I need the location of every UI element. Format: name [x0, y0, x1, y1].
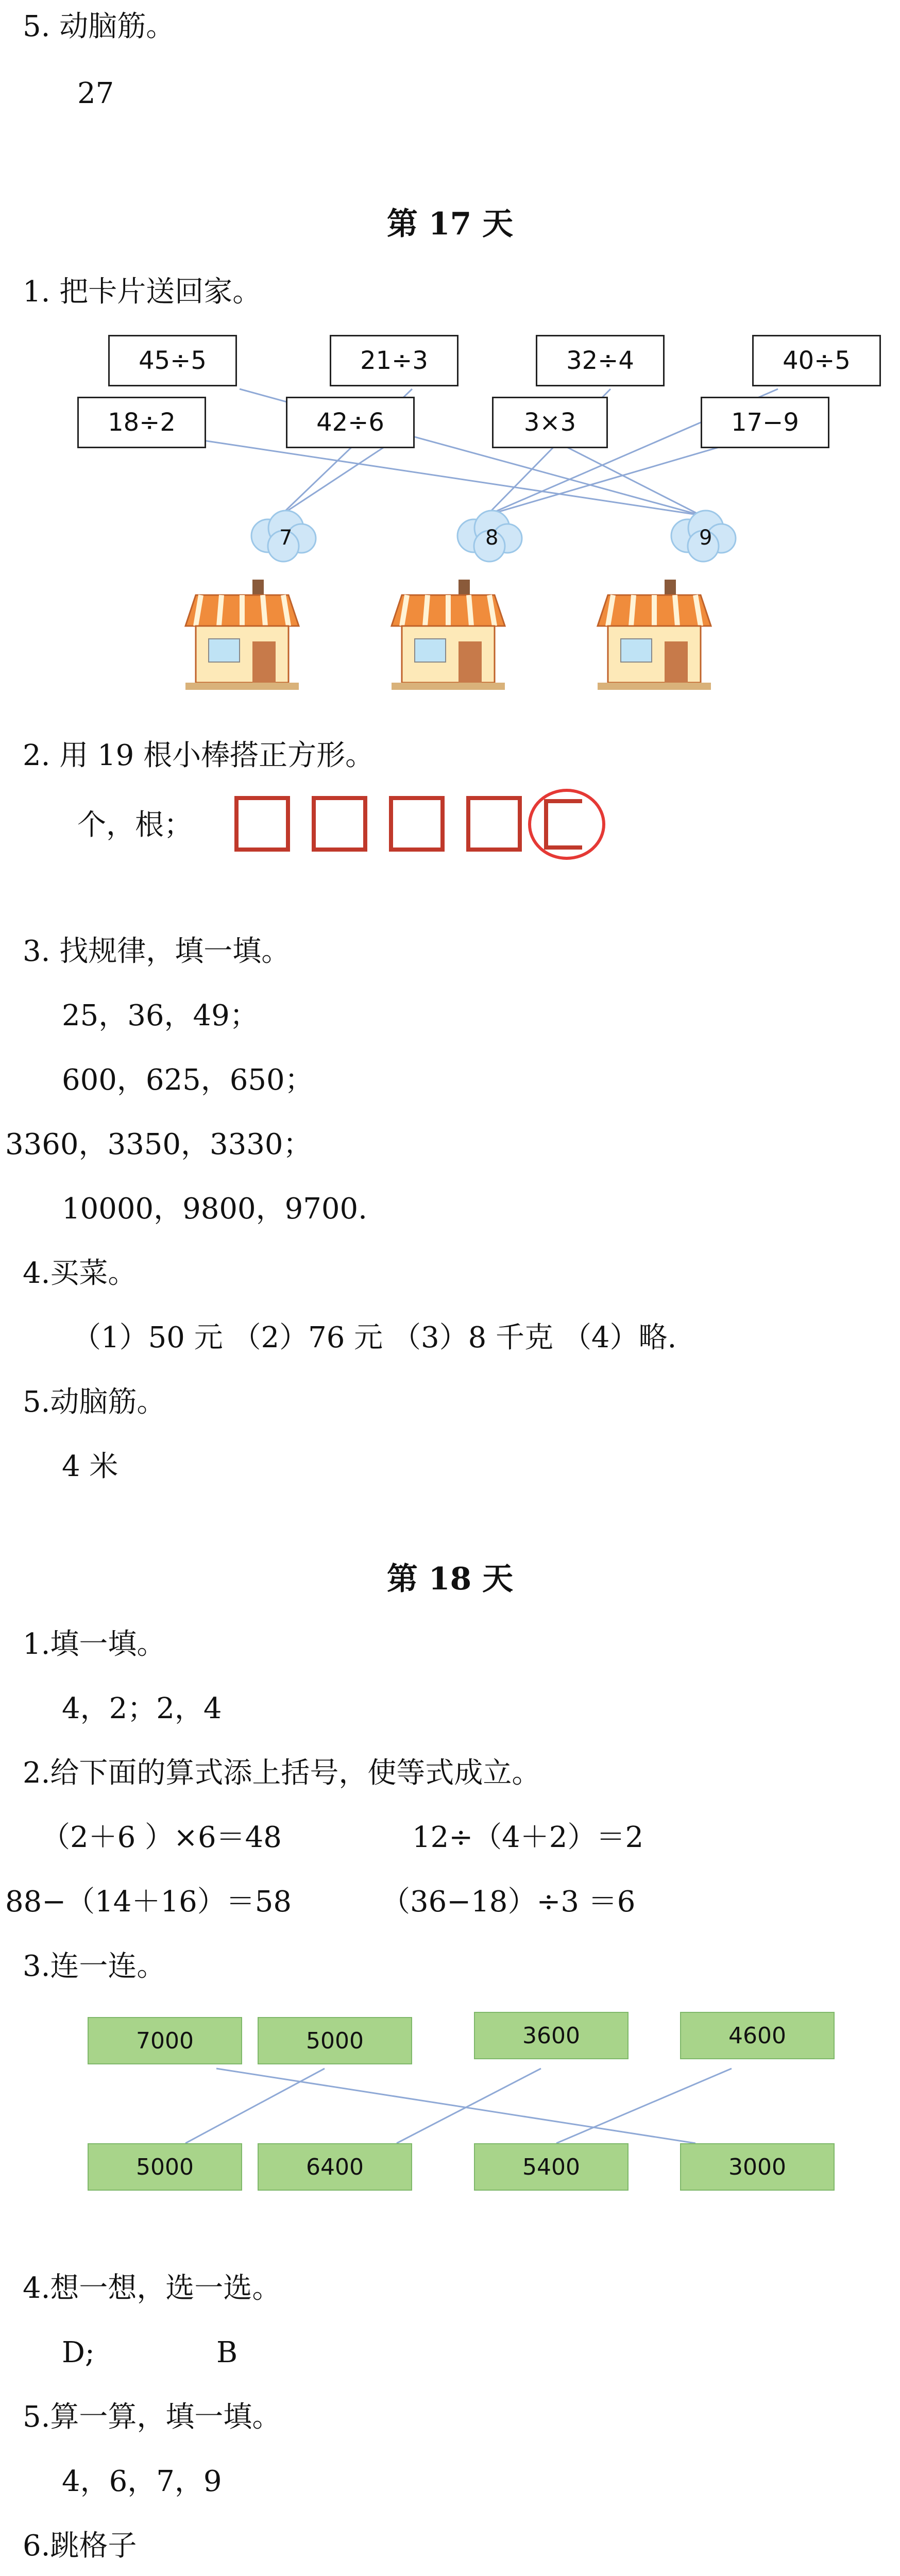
day18-q5-answer: 4，6，7，9	[62, 2465, 222, 2498]
day18-q3-title: 3.连一连。	[23, 1950, 166, 1983]
day18-q6-title: 6.跳格子	[23, 2529, 137, 2563]
day17-q5-answer: 4 米	[62, 1450, 118, 1483]
house-icon	[175, 577, 309, 696]
day18-q4-title: 4.想一想，选一选。	[23, 2272, 281, 2305]
line-17minus9-to-8	[487, 440, 742, 515]
stick-square-3	[389, 796, 445, 852]
cloud-number-2: 8	[485, 526, 499, 550]
day17-q2-answer: 个，根；	[77, 808, 193, 842]
day17-q3-line-1: 25，36，49；	[62, 999, 259, 1032]
match-box-top-1[interactable]: 7000	[88, 2017, 242, 2064]
card-top-2[interactable]: 21÷3	[330, 335, 459, 386]
card-bottom-1[interactable]: 18÷2	[77, 397, 206, 448]
day17-q1-title: 1. 把卡片送回家。	[23, 275, 262, 309]
line-3600-to-6400	[397, 2069, 541, 2143]
stick-square-4	[466, 796, 522, 852]
match-box-bottom-2[interactable]: 6400	[258, 2143, 412, 2191]
day18-q4-answer-b: B	[216, 2336, 238, 2369]
day18-q1-title: 1.填一填。	[23, 1628, 166, 1661]
cloud-icon	[242, 505, 325, 567]
card-top-1[interactable]: 45÷5	[108, 335, 237, 386]
day18-q2-line1b: 12÷（4＋2）＝2	[412, 1821, 644, 1854]
day17-heading: 第 17 天	[386, 206, 514, 242]
card-top-3[interactable]: 32÷4	[536, 335, 665, 386]
day17-q3-line-2: 600，625，650；	[62, 1063, 314, 1097]
day17-q3-line-4: 10000，9800，9700.	[62, 1192, 367, 1226]
match-box-bottom-4[interactable]: 3000	[680, 2143, 835, 2191]
match-box-bottom-1[interactable]: 5000	[88, 2143, 242, 2191]
partial-square-circled	[525, 783, 629, 866]
day18-q1-answer: 4，2；2，4	[62, 1692, 222, 1725]
card-bottom-3[interactable]: 3×3	[492, 397, 608, 448]
house-icon	[587, 577, 721, 696]
day17-q2-title: 2. 用 19 根小棒搭正方形。	[23, 739, 375, 772]
stick-square-2	[312, 796, 367, 852]
day18-heading: 第 18 天	[386, 1561, 514, 1597]
card-bottom-2[interactable]: 42÷6	[286, 397, 415, 448]
q5-title-prev: 5. 动脑筋。	[23, 10, 175, 43]
day17-q4-title: 4.买菜。	[23, 1257, 137, 1290]
card-bottom-4[interactable]: 17−9	[701, 397, 829, 448]
day18-q4-answer-a: D;	[62, 2336, 95, 2369]
day17-q5-title: 5.动脑筋。	[23, 1385, 166, 1419]
match-box-top-4[interactable]: 4600	[680, 2012, 835, 2059]
day18-q2-line1a: （2＋6 ）×6＝48	[41, 1821, 282, 1854]
day17-q4-answer: （1）50 元 （2）76 元 （3）8 千克 （4）略.	[72, 1321, 677, 1354]
line-7000-to-3000	[216, 2069, 695, 2143]
stick-square-1	[234, 796, 290, 852]
match-box-top-3[interactable]: 3600	[474, 2012, 629, 2059]
line-5000-to-5000	[185, 2069, 325, 2143]
match-box-bottom-3[interactable]: 5400	[474, 2143, 629, 2191]
match-box-top-2[interactable]: 5000	[258, 2017, 412, 2064]
cloud-icon	[448, 505, 531, 567]
cloud-number-1: 7	[279, 526, 293, 550]
day18-q2-title: 2.给下面的算式添上括号，使等式成立。	[23, 1756, 541, 1790]
line-42div6-to-7	[281, 440, 394, 515]
cloud-number-3: 9	[699, 526, 712, 550]
q5-answer-prev: 27	[77, 77, 114, 110]
day18-q2-line2b: （36−18）÷3 ＝6	[381, 1885, 636, 1919]
day18-q5-title: 5.算一算，填一填。	[23, 2400, 281, 2434]
day17-q3-title: 3. 找规律，填一填。	[23, 935, 291, 968]
line-4600-to-5400	[556, 2069, 732, 2143]
day17-q3-line-3: 3360，3350，3330；	[5, 1128, 312, 1161]
day18-q2-line2a: 88−（14＋16）＝58	[5, 1885, 292, 1919]
house-icon	[381, 577, 515, 696]
card-top-4[interactable]: 40÷5	[752, 335, 881, 386]
cloud-icon	[662, 505, 744, 567]
